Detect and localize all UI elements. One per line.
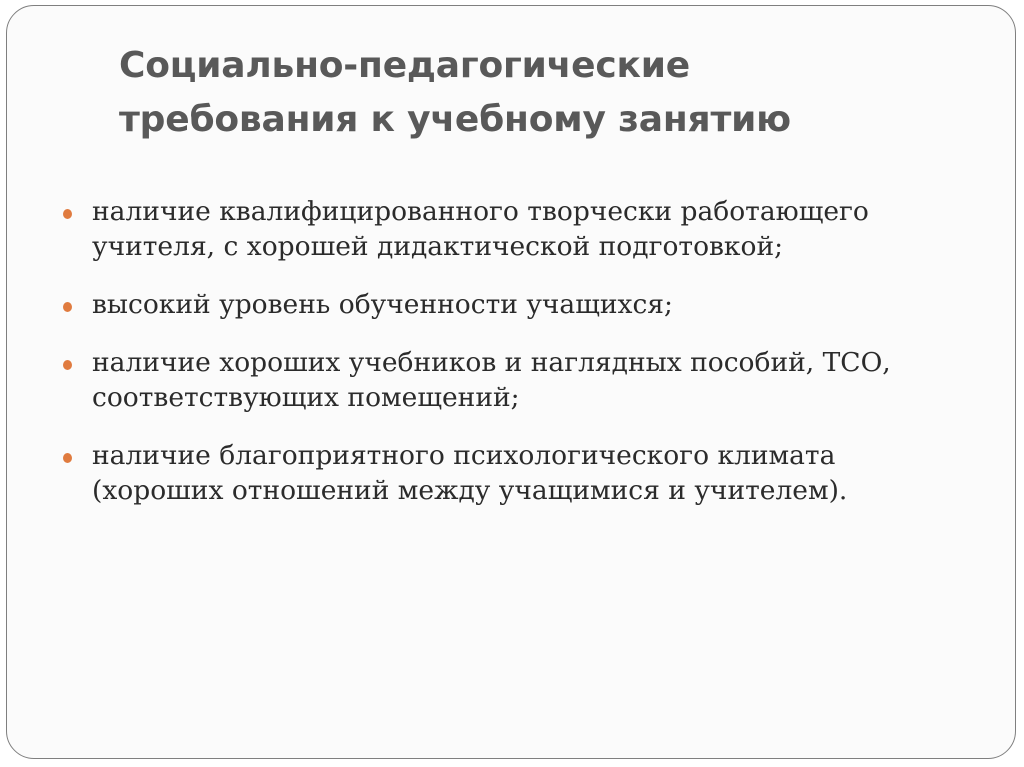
bullet-text-line-2: (хороших отношений между учащимися и учителем). bbox=[92, 475, 848, 506]
bullet-item bbox=[59, 345, 989, 415]
bullet-dot-icon bbox=[63, 360, 72, 370]
bullet-text bbox=[92, 287, 989, 322]
bullet-item bbox=[59, 287, 989, 322]
bullet-text-line-1: наличие квалифицированного творчески работающего bbox=[92, 196, 869, 227]
bullet-dot-icon bbox=[63, 302, 72, 312]
bullet-text bbox=[92, 345, 989, 415]
bullet-text-line-1: высокий уровень обученности учащихся; bbox=[92, 289, 673, 320]
slide-title-line-2: требования к учебному занятию bbox=[119, 99, 791, 140]
bullet-text-line-2: учителя, с хорошей дидактической подготовкой; bbox=[92, 231, 784, 262]
bullet-list bbox=[59, 194, 989, 531]
bullet-text-line-2: соответствующих помещений; bbox=[92, 382, 520, 413]
bullet-item bbox=[59, 438, 989, 508]
slide-title bbox=[119, 39, 939, 147]
bullet-dot-icon bbox=[63, 209, 72, 219]
bullet-text-line-1: наличие благоприятного психологического климата bbox=[92, 440, 836, 471]
bullet-text bbox=[92, 194, 989, 264]
bullet-text-line-1: наличие хороших учебников и наглядных пособий, ТСО, bbox=[92, 347, 891, 378]
bullet-text bbox=[92, 438, 989, 508]
slide-title-line-1: Социально-педагогические bbox=[119, 45, 691, 86]
bullet-item bbox=[59, 194, 989, 264]
bullet-dot-icon bbox=[63, 453, 72, 463]
slide-frame bbox=[6, 5, 1016, 759]
